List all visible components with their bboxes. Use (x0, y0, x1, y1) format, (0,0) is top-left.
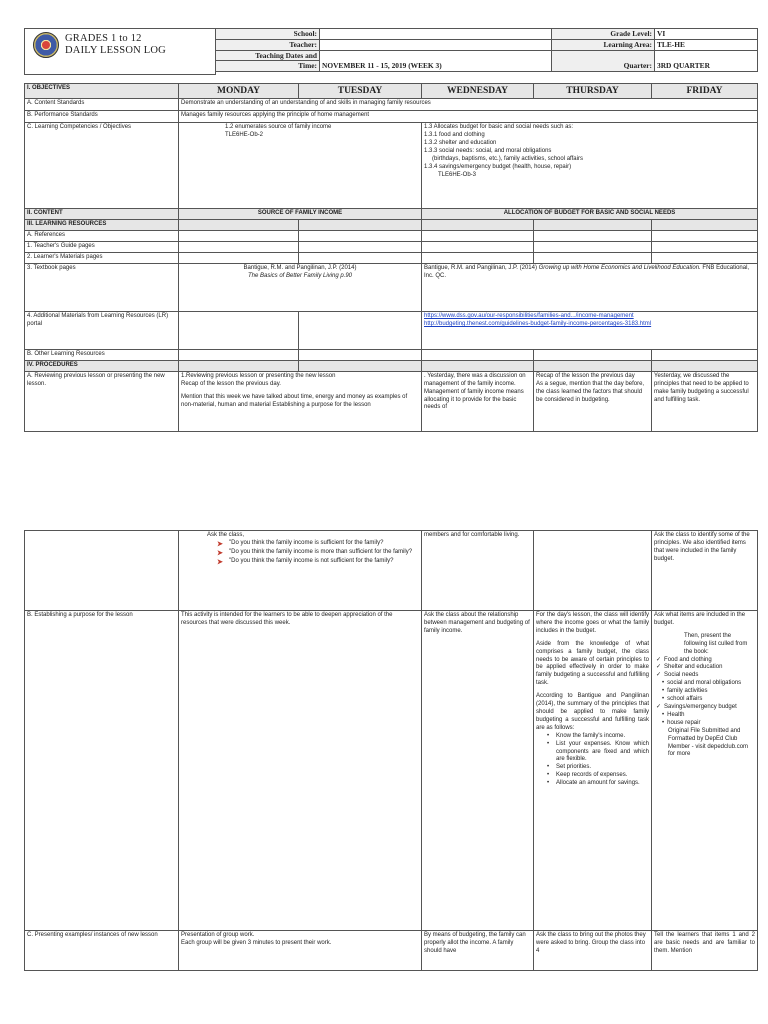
reviewing-mon-tue (179, 371, 422, 431)
lesson-log-page-2 (24, 530, 757, 971)
question-2 (217, 549, 419, 557)
header-table (24, 28, 758, 75)
resources-section-label: III. LEARNING RESOURCES (25, 220, 179, 231)
day-thursday: THURSDAY (534, 83, 652, 99)
competency-1-2: 1.2 enumerates source of family income (225, 124, 332, 131)
question-1-text: "Do you think the family income is sufficient for the family? (229, 539, 384, 546)
school-label: School: (216, 29, 320, 40)
purpose-thursday-p3: According to Bantigue and Pangilinan (2014), the summary of the principles that should be applied to make family budgeting a successful and fulfilling task are as follows: (536, 693, 649, 731)
teaching-dates-value: NOVEMBER 11 - 15, 2019 (WEEK 3) (320, 50, 552, 72)
document-title (65, 33, 166, 57)
grade-level-value: VI (655, 29, 758, 40)
purpose-thursday-p2: Aside from the knowledge of what comprises a family budget, the class needs to be aware of certain principles to be applied effectively in order to make family budgeting a successful and fulfilling task. (536, 640, 649, 687)
check-icon: ✓ (656, 664, 662, 671)
competency-1-3: 1.3 Allocates budget for basic and social needs such as: (424, 124, 574, 131)
teacher-label: Teacher: (216, 39, 320, 50)
lesson-log-page-1 (24, 28, 757, 432)
content-section-label: II. CONTENT (25, 209, 179, 220)
competency-1-3-2: 1.3.2 shelter and education (424, 139, 497, 146)
learning-area-value: TLE-HE (655, 39, 758, 50)
purpose-wednesday: Ask the class about the relationship between management and budgeting of family income. (422, 611, 534, 931)
textbook-ref-2-author: Bantigue, R.M. and Pangilinan, J.P. (2014) (424, 264, 539, 271)
ask-class-intro: Ask the class, (207, 532, 245, 538)
purpose-friday (652, 611, 758, 931)
arrow-bullet-icon: ➤ (217, 549, 223, 557)
reviewing-friday: Yesterday, we discussed the principles that need to be applied to make family budgeting a successful and fulfilling task. (652, 371, 758, 431)
purpose-friday-p1: Ask what items are included in the budget. (654, 612, 746, 626)
textbook-ref-1-title: The Basics of Better Family Living p.90 (247, 272, 353, 279)
competencies-mon-tue (179, 123, 422, 209)
content-wed-fri: ALLOCATION OF BUDGET FOR BASIC AND SOCIAL NEEDS (422, 209, 758, 220)
deped-seal-logo (33, 32, 59, 58)
check-icon: ✓ (656, 703, 662, 710)
performance-standards-label: B. Performance Standards (25, 111, 179, 123)
title-line-2: DAILY LESSON LOG (65, 45, 166, 57)
learning-area-label: Learning Area: (552, 39, 655, 50)
day-wednesday: WEDNESDAY (422, 83, 534, 99)
principle-2: • List your expenses. Know which components are fixed and which are flexible. (556, 741, 649, 765)
arrow-bullet-icon: ➤ (217, 558, 223, 566)
textbook-mon-tue (179, 263, 422, 311)
content-mon-tue: SOURCE OF FAMILY INCOME (179, 209, 422, 220)
continued-mon-tue (179, 531, 422, 611)
grade-level-label: Grade Level: (552, 29, 655, 40)
lesson-table-page-1 (24, 83, 758, 432)
presenting-mon-tue (179, 931, 422, 971)
budget-item-savings-text: Savings/emergency budget (664, 703, 737, 710)
teaching-dates-label-1: Teaching Dates and (216, 50, 320, 61)
purpose-mon-tue: This activity is intended for the learners to be able to deepen appreciation of the resources that were discussed this week. (179, 611, 422, 931)
principle-5: • Allocate an amount for savings. (556, 780, 649, 788)
reviewing-line-1: 1.Reviewing previous lesson or presenting the new lesson (181, 372, 336, 379)
reviewing-line-3: Mention that this week we have talked about time, energy and money as examples of non-material, human and material Establishing a purpose for the lesson (181, 393, 408, 408)
school-value (320, 29, 552, 40)
reviewing-line-2: Recap of the lesson the previous day. (181, 380, 281, 387)
social-sub-3: • school affairs (668, 696, 755, 704)
depedclub-note: Original File Submitted and Formatted by DepEd Club Member - visit depedclub.com for more (668, 727, 749, 758)
savings-sub-1: • Health (668, 712, 755, 720)
continued-friday: Ask the class to identify some of the principles. We also identified items that were included in the family budget. (652, 531, 758, 611)
savings-sub-2: • house repair (668, 720, 755, 728)
establishing-purpose-label: B. Establishing a purpose for the lesson (25, 611, 179, 931)
day-tuesday: TUESDAY (299, 83, 422, 99)
purpose-friday-p2: Then, present the following list culled from the book: (684, 632, 748, 655)
presenting-examples-label: C. Presenting examples/ instances of new lesson (25, 931, 179, 971)
learners-materials-label: 2. Learner's Materials pages (25, 252, 179, 263)
budget-item-food-text: Food and clothing (664, 656, 712, 663)
objectives-section-label: I. OBJECTIVES (25, 83, 179, 99)
question-1 (217, 540, 419, 548)
principle-3: • Set priorities. (556, 764, 649, 772)
check-icon: ✓ (656, 656, 662, 663)
principle-1: • Know the family's income. (556, 733, 649, 741)
competency-code-2: TLE6HE-Ob-2 (225, 132, 264, 138)
procedures-section-label: IV. PROCEDURES (25, 360, 179, 371)
teachers-guide-label: 1. Teacher's Guide pages (25, 241, 179, 252)
social-sub-2: • family activities (668, 688, 755, 696)
competency-1-3-4: 1.3.4 savings/emergency budget (health, house, repair) (424, 163, 572, 170)
competencies-label: C. Learning Competencies / Objectives (25, 123, 179, 209)
presenting-thursday: Ask the class to bring out the photos they were asked to bring. Group the class into 4 (534, 931, 652, 971)
social-sub-1: • social and moral obligations (668, 680, 755, 688)
principle-4: • Keep records of expenses. (556, 772, 649, 780)
presenting-line-1: Presentation of group work. (181, 932, 255, 938)
day-monday: MONDAY (179, 83, 299, 99)
references-label: A. References (25, 230, 179, 241)
competency-1-3-3-detail: (birthdays, baptisms, etc.), family activities, school affairs (432, 155, 583, 162)
reviewing-lesson-label: A. Reviewing previous lesson or presenting the new lesson. (25, 371, 179, 431)
competency-code-3: TLE6HE-Ob-3 (438, 171, 477, 178)
question-3-text: "Do you think the family income is not sufficient for the family? (229, 557, 394, 564)
additional-materials-label: 4. Additional Materials from Learning Resources (LR) portal (25, 311, 179, 349)
other-resources-label: B. Other Learning Resources (25, 349, 179, 360)
competencies-wed-fri (422, 123, 758, 209)
performance-standards-text: Manages family resources applying the principle of home management (179, 111, 758, 123)
reviewing-wednesday: . Yesterday, there was a discussion on management of the family income. Management of family income means allocating it to provide for the basic needs of (422, 371, 534, 431)
additional-materials-links (422, 311, 758, 349)
question-3 (217, 558, 419, 566)
purpose-thursday-p1: For the day's lesson, the class will identify where the income goes or what the family includes in the budget. (536, 612, 649, 634)
textbook-ref-2-publisher: FNB Educational, Inc. QC. (424, 264, 750, 279)
resource-link-2[interactable]: http://budgeting.thenest.com/guidelines-budget-family-income-percentages-3183.html (424, 320, 652, 327)
presenting-wednesday: By means of budgeting, the family can properly allot the income. A family should have (422, 931, 534, 971)
title-line-1: GRADES 1 to 12 (65, 33, 142, 44)
budget-item-food (656, 657, 755, 665)
quarter-value: 3RD QUARTER (655, 50, 758, 72)
textbook-ref-2-title: Growing up with Home Economics and Livelihood Education. (538, 264, 701, 271)
budget-item-savings (656, 704, 755, 712)
header-logo-cell (25, 29, 216, 75)
lesson-table-page-2 (24, 530, 758, 971)
day-friday: FRIDAY (652, 83, 758, 99)
teaching-dates-label-2: Time: (216, 61, 320, 72)
presenting-friday: Tell the learners that items 1 and 2 are basic needs and are familiar to them. Mention (652, 931, 758, 971)
arrow-bullet-icon: ➤ (217, 540, 223, 548)
budget-item-shelter (656, 664, 755, 672)
teacher-value (320, 39, 552, 50)
purpose-thursday (534, 611, 652, 931)
textbook-pages-label: 3. Textbook pages (25, 263, 179, 311)
textbook-wed-fri (422, 263, 758, 311)
quarter-label: Quarter: (552, 50, 655, 72)
competency-1-3-1: 1.3.1 food and clothing (424, 132, 485, 138)
budget-item-shelter-text: Shelter and education (664, 664, 723, 671)
reviewing-thursday: Recap of the lesson the previous day As a segue, mention that the day before, the class learned the factors that should be considered in budgeting. (534, 371, 652, 431)
check-icon: ✓ (656, 672, 662, 679)
question-2-text: "Do you think the family income is more than sufficient for the family? (229, 548, 413, 555)
budget-item-social (656, 672, 755, 680)
textbook-ref-1: Bantigue, R.M. and Pangilinan, J.P. (2014) (243, 264, 357, 271)
presenting-line-2: Each group will be given 3 minutes to present their work. (181, 939, 332, 946)
budget-item-social-text: Social needs (664, 672, 699, 679)
content-standards-label: A. Content Standards (25, 99, 179, 111)
resource-link-1[interactable]: https://www.dss.gov.au/our-responsibilities/families-and.../income-management (424, 312, 634, 319)
continued-wednesday: members and for comfortable living. (422, 531, 534, 611)
content-standards-text: Demonstrate an understanding of an understanding of and skills in managing family resources (179, 99, 758, 111)
competency-1-3-3: 1.3.3 social needs: social, and moral obligations (424, 147, 552, 154)
